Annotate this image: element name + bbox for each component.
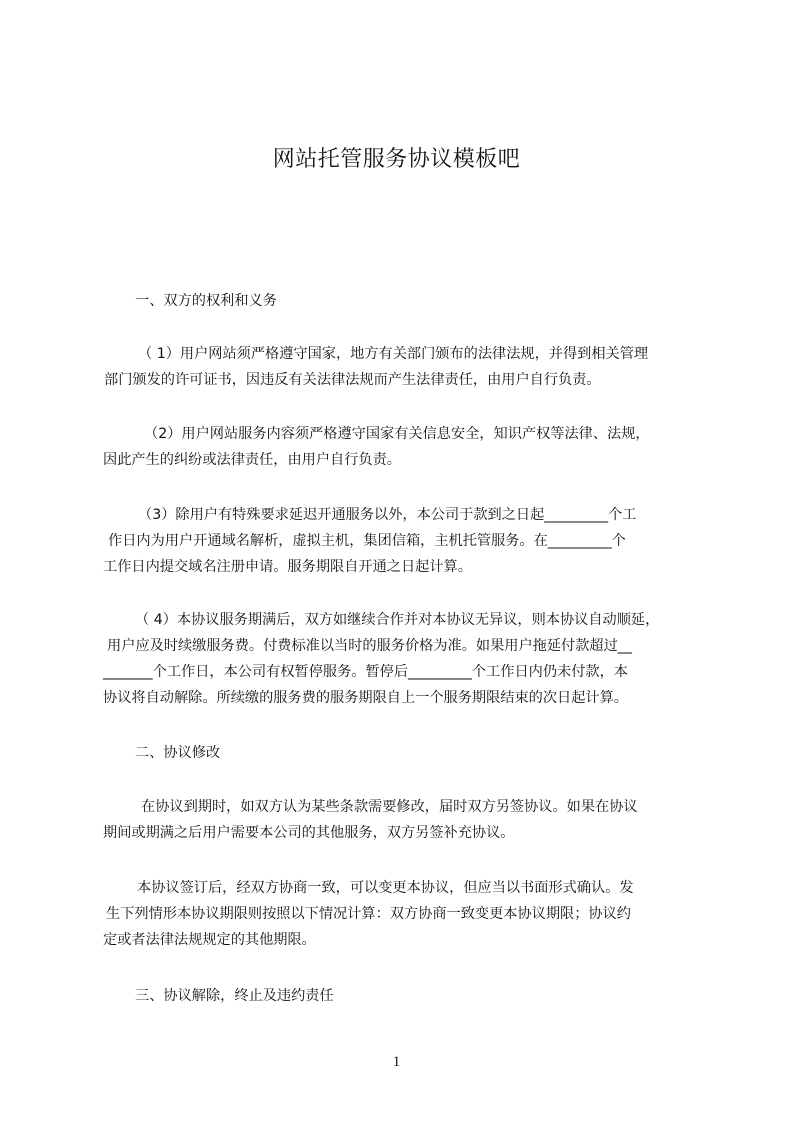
paragraph-4 — [103, 607, 703, 711]
paragraph-line: 用户应及时续缴服务费。付费标准以当时的服务价格为准。如果用户拖延付款超过__ — [107, 638, 632, 654]
paragraph-3 — [103, 502, 703, 580]
paragraph-line: 工作日内提交域名注册申请。服务期限自开通之日起计算。 — [103, 559, 472, 575]
paragraph-line: _______个工作日，本公司有权暂停服务。暂停后_________个工作日内仍未付款，本 — [103, 664, 628, 680]
section-heading-2: 二、协议修改 — [135, 745, 221, 761]
section-heading-1: 一、双方的权利和义务 — [135, 293, 277, 309]
paragraph-line: （2）用户网站服务内容须严格遵守国家有关信息安全，知识产权等法律、法规， — [144, 426, 650, 442]
paragraph-line: 因此产生的纠纷或法律责任，由用户自行负责。 — [103, 452, 401, 468]
paragraph-5 — [103, 794, 703, 846]
paragraph-2 — [103, 421, 703, 473]
page-number: 1 — [392, 1054, 401, 1070]
paragraph-line: 作日内为用户开通域名解析，虚拟主机，集团信箱，主机托管服务。在_________个 — [108, 533, 626, 549]
paragraph-line: （ 1）用户网站须严格遵守国家，地方有关部门颁布的法律法规，并得到相关管理 — [138, 346, 649, 362]
paragraph-line: 在协议到期时，如双方认为某些条款需要修改，届时双方另签协议。如果在协议 — [141, 799, 638, 815]
paragraph-6 — [103, 875, 703, 953]
paragraph-line: 期间或期满之后用户需要本公司的其他服务，双方另签补充协议。 — [103, 825, 515, 841]
paragraph-line: （3）除用户有特殊要求延迟开通服务以外，本公司于款到之日起_________个工 — [138, 507, 637, 523]
paragraph-line: 部门颁发的许可证书，因违反有关法律法规而产生法律责任，由用户自行负责。 — [104, 372, 601, 388]
paragraph-1 — [104, 341, 711, 393]
section-heading-3: 三、协议解除，终止及违约责任 — [135, 988, 334, 1004]
paragraph-line: （ 4）本协议服务期满后，双方如继续合作并对本协议无异议，则本协议自动顺延， — [135, 612, 660, 628]
document-title: 网站托管服务协议模板吧 — [272, 147, 521, 172]
paragraph-line: 生下列情形本协议期限则按照以下情况计算：双方协商一致变更本协议期限；协议约 — [106, 906, 631, 922]
paragraph-line: 本协议签订后，经双方协商一致，可以变更本协议，但应当以书面形式确认。发 — [137, 880, 634, 896]
paragraph-line: 协议将自动解除。所续缴的服务费的服务期限自上一个服务期限结束的次日起计算。 — [103, 690, 628, 706]
paragraph-line: 定或者法律法规规定的其他期限。 — [103, 932, 316, 948]
